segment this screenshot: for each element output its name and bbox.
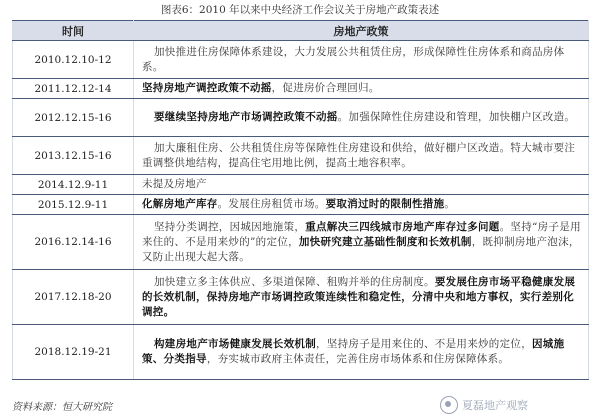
table-row bbox=[13, 137, 589, 175]
row-policy bbox=[134, 270, 589, 325]
policy-text: 坚持分类调控，因城因地施策， bbox=[154, 220, 306, 233]
policy-table bbox=[12, 20, 589, 380]
column-header-policy: 房地产政策 bbox=[134, 21, 589, 41]
policy-text: 。坚持“房子是用来住的、不是用来炒的”的定位， bbox=[142, 220, 581, 248]
row-date: 2010.12.10-12 bbox=[13, 41, 134, 79]
policy-text: 。 bbox=[444, 198, 456, 210]
column-header-time: 时间 bbox=[13, 21, 134, 41]
source-note: 资料来源：恒大研究院 bbox=[12, 402, 112, 413]
row-date: 2012.12.15-16 bbox=[13, 99, 134, 137]
row-policy bbox=[134, 41, 589, 79]
row-date: 2016.12.14-16 bbox=[13, 215, 134, 270]
table-row bbox=[13, 325, 589, 380]
row-date: 2013.12.15-16 bbox=[13, 137, 134, 175]
row-policy bbox=[134, 79, 589, 99]
table-header-row bbox=[13, 21, 589, 41]
policy-text: 。发展住房租赁市场。 bbox=[217, 198, 326, 210]
watermark-text: 夏磊地产观察 bbox=[462, 399, 528, 412]
policy-emphasis: 要取消过时的限制性措施 bbox=[325, 198, 445, 210]
policy-emphasis: 坚持房地产调控政策不动摇 bbox=[142, 82, 272, 94]
policy-emphasis: 构建房地产市场健康发展长效机制 bbox=[154, 338, 316, 350]
policy-text: 。加强保障性住房建设和管理，加快棚户区改造。 bbox=[337, 111, 576, 123]
policy-emphasis: 化解房地产库存 bbox=[142, 198, 218, 210]
policy-emphasis: 要发展住房市场平稳健康发展的长效机制，保持房地产市场调控政策连续性和稳定性，分清中央和地方事权，实行差别化调控。 bbox=[142, 275, 576, 318]
table-caption: 图表6：2010 年以来中央经济工作会议关于房地产政策表述 bbox=[160, 4, 440, 16]
policy-text: ，坚持房子是用来住的、不是用来炒的定位， bbox=[316, 338, 532, 350]
policy-emphasis: 因城施策、分类指导 bbox=[142, 338, 565, 365]
table-row bbox=[13, 175, 589, 195]
policy-text: 加快建立多主体供应、多渠道保障、租购并举的住房制度。 bbox=[154, 275, 435, 288]
row-policy bbox=[134, 175, 589, 195]
policy-text: ，既抑制房地产泡沫，又防止出现大起大落。 bbox=[142, 235, 580, 263]
policy-text: 未提及房地产 bbox=[142, 178, 207, 190]
watermark bbox=[440, 396, 528, 414]
row-date: 2017.12.18-20 bbox=[13, 270, 134, 325]
row-policy bbox=[134, 195, 589, 215]
row-date: 2015.12.9-11 bbox=[13, 195, 134, 215]
policy-emphasis: 重点解决三四线城市房地产库存过多问题 bbox=[305, 220, 500, 233]
row-policy bbox=[134, 99, 589, 137]
table-row bbox=[13, 41, 589, 79]
table-row bbox=[13, 99, 589, 137]
table-row bbox=[13, 215, 589, 270]
policy-text: ，夯实城市政府主体责任，完善住房市场体系和住房保障体系。 bbox=[206, 353, 510, 365]
policy-text: ，促进房价合理回归。 bbox=[271, 82, 380, 94]
policy-text: 加大廉租住房、公共租赁住房等保障性住房建设和供给，做好棚户区改造。特大城市要注重调整供地结构，提高住宅用地比例，提高土地容积率。 bbox=[142, 141, 576, 169]
row-policy bbox=[134, 137, 589, 175]
row-policy bbox=[134, 325, 589, 380]
row-date: 2014.12.9-11 bbox=[13, 175, 134, 195]
table-row bbox=[13, 195, 589, 215]
policy-emphasis: 加快研究建立基础性制度和长效机制 bbox=[298, 235, 472, 248]
row-date: 2018.12.19-21 bbox=[13, 325, 134, 380]
table-row bbox=[13, 270, 589, 325]
policy-text: 加快推进住房保障体系建设，大力发展公共租赁住房，形成保障性住房体系和商品房体系。 bbox=[142, 45, 565, 73]
policy-emphasis: 要继续坚持房地产市场调控政策不动摇 bbox=[154, 111, 338, 123]
row-date: 2011.12.12-14 bbox=[13, 79, 134, 99]
table-row bbox=[13, 79, 589, 99]
wechat-icon bbox=[440, 396, 458, 414]
row-policy bbox=[134, 215, 589, 270]
